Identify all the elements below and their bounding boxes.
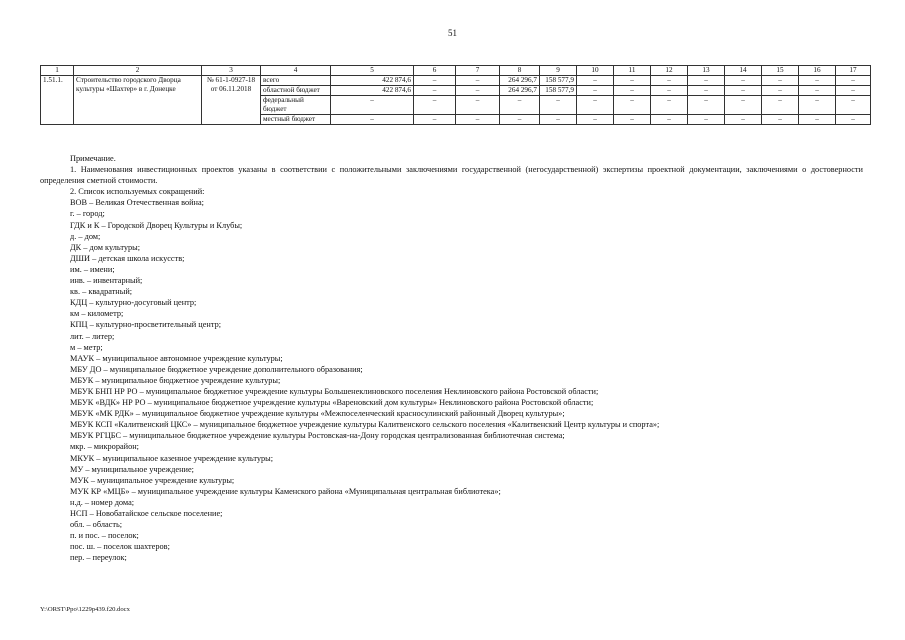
value-cell: – (651, 115, 688, 125)
value-cell: – (614, 76, 651, 86)
value-cell: – (577, 86, 614, 96)
value-cell: – (799, 76, 836, 86)
notes-item-2: 2. Список используемых сокращений: (70, 187, 205, 197)
abbreviation-item: пер. – переулок; (70, 553, 127, 563)
value-cell: – (725, 86, 762, 96)
value-cell: 422 874,6 (331, 86, 414, 96)
table-header-cell: 5 (331, 66, 414, 76)
value-cell: – (577, 76, 614, 86)
abbreviation-item: д. – дом; (70, 231, 101, 241)
abbreviation-item: МУК – муниципальное учреждение культуры; (70, 475, 235, 485)
abbreviation-item: м – метр; (70, 342, 103, 352)
abbreviation-item: им. – имени; (70, 264, 115, 274)
value-cell: – (577, 96, 614, 115)
abbreviation-item: п. и пос. – поселок; (70, 531, 139, 541)
value-cell: – (762, 96, 799, 115)
notes-section (40, 153, 863, 563)
value-cell: 158 577,9 (540, 86, 577, 96)
abbreviation-item: МБУК БНП НР РО – муниципальное бюджетное учреждение культуры Большенеклиновского поселения Неклиновского района Ростовской области; (70, 386, 599, 396)
value-cell: – (614, 86, 651, 96)
abbreviation-item: г. – город; (70, 209, 105, 219)
value-cell: – (577, 115, 614, 125)
value-cell: – (688, 86, 725, 96)
value-cell: – (331, 115, 414, 125)
table-header-cell: 4 (261, 66, 331, 76)
abbreviation-item: обл. – область; (70, 520, 123, 530)
notes-item-1: 1. Наименования инвестиционных проектов указаны в соответствии с положительными заключениями государственной (негосударственной) экспертизы проектной документации, заключениями о достоверности определения сметной стоимости. (40, 165, 863, 186)
investment-table (40, 65, 871, 125)
abbreviation-item: мкр. – микрорайон; (70, 442, 139, 452)
expertise-doc-cell (202, 76, 261, 125)
abbreviation-item: МБУК «ВДК» НР РО – муниципальное бюджетное учреждение культуры «Вареновский дом культуры» Неклиновского района Ростовской области; (70, 398, 594, 408)
value-cell: – (836, 115, 871, 125)
abbreviation-item: КДЦ – культурно-досуговый центр; (70, 298, 197, 308)
abbreviation-item: МБУК РГЦБС – муниципальное бюджетное учреждение культуры Ростовская-на-Дону городская централизованная библиотечная система; (70, 431, 565, 441)
value-cell: – (414, 76, 456, 86)
abbreviation-item: пос. ш. – поселок шахтеров; (70, 542, 170, 552)
table-header-cell: 12 (651, 66, 688, 76)
value-cell: – (414, 115, 456, 125)
table-header-cell: 6 (414, 66, 456, 76)
row-id-cell: 1.51.1. (41, 76, 74, 125)
funding-source-cell: федеральный бюджет (261, 96, 331, 115)
abbreviation-item: НСП – Новобатайское сельское поселение; (70, 509, 223, 518)
value-cell: – (799, 86, 836, 96)
table-header-cell: 9 (540, 66, 577, 76)
table-header-cell: 17 (836, 66, 871, 76)
value-cell: – (762, 76, 799, 86)
table-header-cell: 10 (577, 66, 614, 76)
value-cell: – (762, 86, 799, 96)
value-cell: – (651, 76, 688, 86)
page-number: 51 (448, 28, 457, 38)
value-cell: – (725, 115, 762, 125)
value-cell: – (540, 96, 577, 115)
abbreviation-item: н.д. – номер дома; (70, 497, 135, 507)
table-header-cell: 11 (614, 66, 651, 76)
value-cell: – (651, 86, 688, 96)
table-header-cell: 16 (799, 66, 836, 76)
value-cell: – (456, 86, 500, 96)
abbreviation-item: ДШИ – детская школа искусств; (70, 253, 185, 263)
value-cell: – (725, 76, 762, 86)
value-cell: – (836, 96, 871, 115)
value-cell: – (614, 115, 651, 125)
table-header-cell: 14 (725, 66, 762, 76)
expertise-doc-number: № 61-1-0927-18 (206, 76, 256, 84)
abbreviation-item: МБУ ДО – муниципальное бюджетное учреждение дополнительного образования; (70, 364, 363, 374)
value-cell: – (688, 115, 725, 125)
table-header-cell: 15 (762, 66, 799, 76)
abbreviation-item: кв. – квадратный; (70, 287, 133, 297)
value-cell: – (688, 76, 725, 86)
value-cell: 422 874,6 (331, 76, 414, 86)
abbreviation-item: лит. – литер; (70, 331, 115, 341)
abbreviation-item: МБУК «МК РДК» – муниципальное бюджетное учреждение культуры «Межпоселенческий красносулинский районный Дворец культуры»; (70, 409, 565, 419)
table-header-cell: 3 (202, 66, 261, 76)
expertise-doc-date: от 06.11.2018 (210, 85, 252, 93)
value-cell: – (456, 96, 500, 115)
funding-source-cell: местный бюджет (261, 115, 331, 125)
table-header-cell: 8 (500, 66, 540, 76)
value-cell: – (688, 96, 725, 115)
abbreviation-item: МБУК – муниципальное бюджетное учреждение культуры; (70, 375, 281, 385)
value-cell: 158 577,9 (540, 76, 577, 86)
abbreviation-item: МБУК КСП «Калитвенский ЦКС» – муниципальное бюджетное учреждение культуры Калитвенского сельского поселения «Калитвенский Центр культуры и спорта»; (70, 420, 660, 430)
value-cell: – (836, 86, 871, 96)
abbreviation-list (40, 197, 863, 563)
value-cell: – (614, 96, 651, 115)
abbreviation-item: км – километр; (70, 309, 124, 319)
abbreviation-item: МУК КР «МЦБ» – муниципальное учреждение культуры Каменского района «Муниципальная центральная библиотека»; (70, 486, 501, 496)
value-cell: – (651, 96, 688, 115)
footer-file-path: Y:\ORST\Ppo\1229p439.f20.docx (40, 606, 130, 613)
value-cell: – (540, 115, 577, 125)
abbreviation-item: инв. – инвентарный; (70, 276, 143, 286)
funding-source-cell: областной бюджет (261, 86, 331, 96)
value-cell: – (725, 96, 762, 115)
value-cell: – (836, 76, 871, 86)
value-cell: 264 296,7 (500, 86, 540, 96)
value-cell: – (414, 96, 456, 115)
abbreviation-item: МАУК – муниципальное автономное учреждение культуры; (70, 353, 283, 363)
abbreviation-item: ГДК и К – Городской Дворец Культуры и Клубы; (70, 220, 243, 230)
project-name-cell: Строительство городского Дворца культуры «Шахтер» в г. Донецке (74, 76, 202, 125)
value-cell: – (799, 96, 836, 115)
value-cell: – (762, 115, 799, 125)
value-cell: – (456, 115, 500, 125)
abbreviation-item: МУ – муниципальное учреждение; (70, 464, 194, 474)
abbreviation-item: МКУК – муниципальное казенное учреждение культуры; (70, 453, 274, 463)
abbreviation-item: ДК – дом культуры; (70, 242, 141, 252)
table-header-cell: 13 (688, 66, 725, 76)
table-header-row (41, 66, 871, 76)
funding-source-cell: всего (261, 76, 331, 86)
value-cell: – (500, 96, 540, 115)
abbreviation-item: ВОВ – Великая Отечественная война; (70, 198, 204, 208)
table-row (41, 76, 871, 86)
table-header-cell: 2 (74, 66, 202, 76)
value-cell: – (331, 96, 414, 115)
value-cell: 264 296,7 (500, 76, 540, 86)
table-header-cell: 7 (456, 66, 500, 76)
value-cell: – (799, 115, 836, 125)
abbreviation-item: КПЦ – культурно-просветительный центр; (70, 320, 222, 330)
value-cell: – (456, 76, 500, 86)
notes-heading: Примечание. (70, 154, 116, 163)
table-header-cell: 1 (41, 66, 74, 76)
value-cell: – (500, 115, 540, 125)
value-cell: – (414, 86, 456, 96)
